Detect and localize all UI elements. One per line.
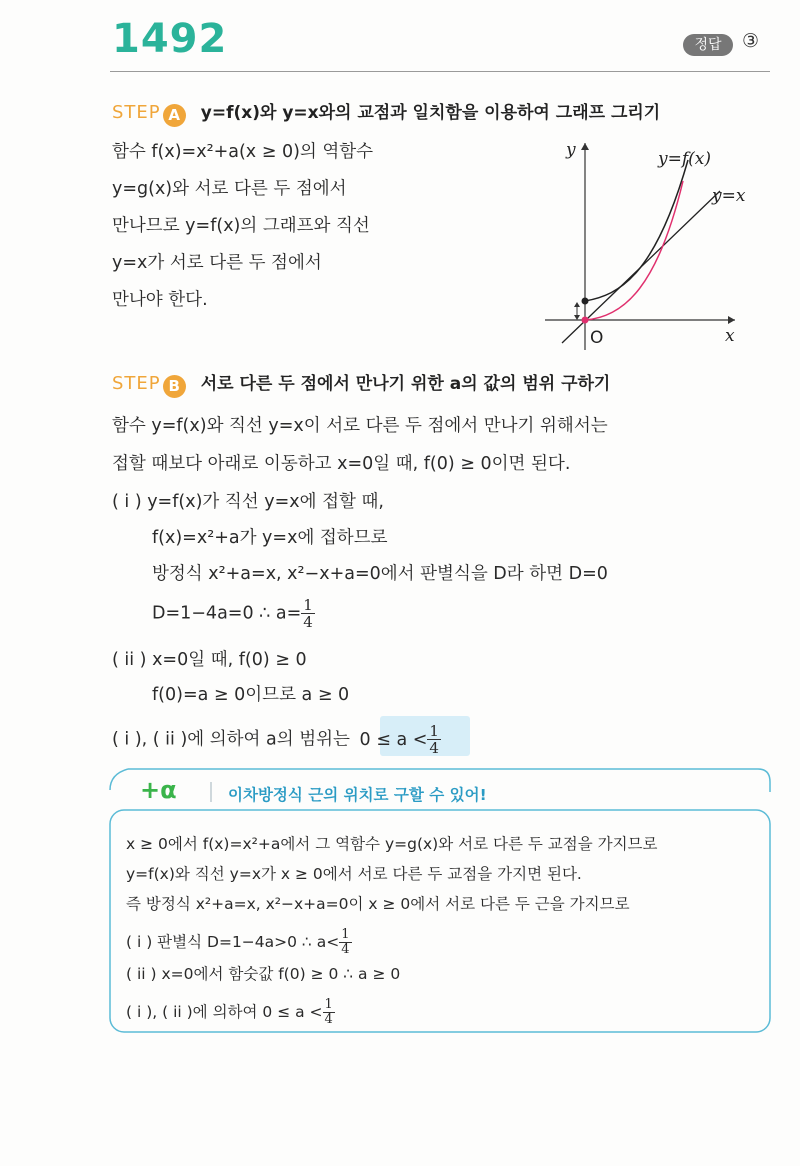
arrow-up-icon [574, 302, 580, 307]
curve-label: y=f(x) [658, 149, 711, 169]
conclusion [112, 723, 441, 756]
step-a-line: y=x가 서로 다른 두 점에서 [112, 253, 322, 273]
curve-tangent [585, 160, 688, 301]
alpha-case-3 [126, 998, 335, 1027]
step-b-label: STEP [112, 373, 161, 394]
header-divider [110, 71, 770, 72]
step-a-line: 함수 f(x)=x²+a(x ≥ 0)의 역함수 [112, 142, 374, 162]
alpha-box-title: 이차방정식 근의 위치로 구할 수 있어! [228, 786, 487, 804]
case-1-result [152, 597, 315, 630]
step-b-intro: 함수 y=f(x)와 직선 y=x이 서로 다른 두 점에서 만나기 위해서는 [112, 416, 608, 436]
fraction-denominator: 4 [341, 942, 350, 957]
x-axis-arrow-icon [728, 316, 735, 324]
fraction-denominator: 4 [324, 1012, 333, 1027]
step-a-heading [112, 98, 660, 127]
origin-point [582, 317, 589, 324]
alpha-line: x ≥ 0에서 f(x)=x²+a에서 그 역함수 y=g(x)와 서로 다른 두 교점을 가지므로 [126, 835, 658, 853]
case-2-line: f(0)=a ≥ 0이므로 a ≥ 0 [152, 685, 350, 705]
answer-badge: 정답 [683, 34, 733, 56]
arrow-down-icon [574, 315, 580, 320]
alpha-line: 즉 방정식 x²+a=x, x²−x+a=0이 x ≥ 0에서 서로 다른 두 근을 가지므로 [126, 895, 630, 913]
function-graph [540, 135, 770, 357]
case-2-heading: ( ii ) x=0일 때, f(0) ≥ 0 [112, 650, 307, 670]
alpha-case-1-text: ( i ) 판별식 D=1−4a>0 ∴ a< [126, 933, 340, 951]
case-1-line: f(x)=x²+a가 y=x에 접하므로 [152, 528, 388, 548]
step-b-heading [112, 369, 610, 398]
step-a-label: STEP [112, 102, 161, 123]
answer-value: ③ [742, 30, 760, 52]
problem-number: 1492 [112, 16, 228, 62]
y-axis-arrow-icon [581, 143, 589, 150]
fraction [301, 597, 315, 630]
alpha-case-1 [126, 928, 352, 957]
step-a-line: y=g(x)와 서로 다른 두 점에서 [112, 179, 347, 199]
alpha-line: y=f(x)와 직선 y=x가 x ≥ 0에서 서로 다른 두 교점을 가지면 된다. [126, 865, 582, 883]
step-b-letter: B [163, 375, 186, 398]
step-a-body [112, 134, 532, 319]
y-axis-label: y [566, 140, 576, 160]
alpha-case-3-text: ( i ), ( ii )에 의하여 0 ≤ a < [126, 1003, 323, 1021]
fraction-denominator: 4 [429, 739, 439, 757]
step-b-intro: 접할 때보다 아래로 이동하고 x=0일 때, f(0) ≥ 0이면 된다. [112, 454, 571, 474]
case-1-heading: ( i ) y=f(x)가 직선 y=x에 접할 때, [112, 492, 384, 512]
conclusion-text: ( i ), ( ii )에 의하여 a의 범위는 [112, 729, 350, 750]
step-a-line: 만나야 한다. [112, 290, 208, 310]
fraction [427, 723, 441, 756]
conclusion-range: 0 ≤ a < [359, 729, 428, 750]
fraction-numerator: 1 [341, 927, 350, 942]
step-b-title: 서로 다른 두 점에서 만나기 위한 a의 값의 범위 구하기 [200, 374, 611, 394]
step-a-line: 만나므로 y=f(x)의 그래프와 직선 [112, 216, 370, 236]
fraction-numerator: 1 [324, 997, 333, 1012]
step-a-title: y=f(x)와 y=x와의 교점과 일치함을 이용하여 그래프 그리기 [200, 103, 661, 123]
line-label: y=x [712, 186, 746, 206]
case-1-result-text: D=1−4a=0 ∴ a= [152, 603, 302, 624]
fraction-numerator: 1 [303, 596, 313, 614]
fraction [323, 998, 335, 1027]
fraction [339, 928, 351, 957]
tangent-start-point [582, 298, 589, 305]
alpha-icon: +α [140, 776, 177, 804]
case-1-line: 방정식 x²+a=x, x²−x+a=0에서 판별식을 D라 하면 D=0 [152, 564, 608, 584]
curve-f [585, 181, 683, 320]
step-a-letter: A [163, 104, 186, 127]
alpha-case-2: ( ii ) x=0에서 함숫값 f(0) ≥ 0 ∴ a ≥ 0 [126, 965, 401, 983]
origin-label: O [590, 328, 604, 348]
fraction-numerator: 1 [429, 722, 439, 740]
x-axis-label: x [725, 326, 735, 346]
fraction-denominator: 4 [303, 613, 313, 631]
